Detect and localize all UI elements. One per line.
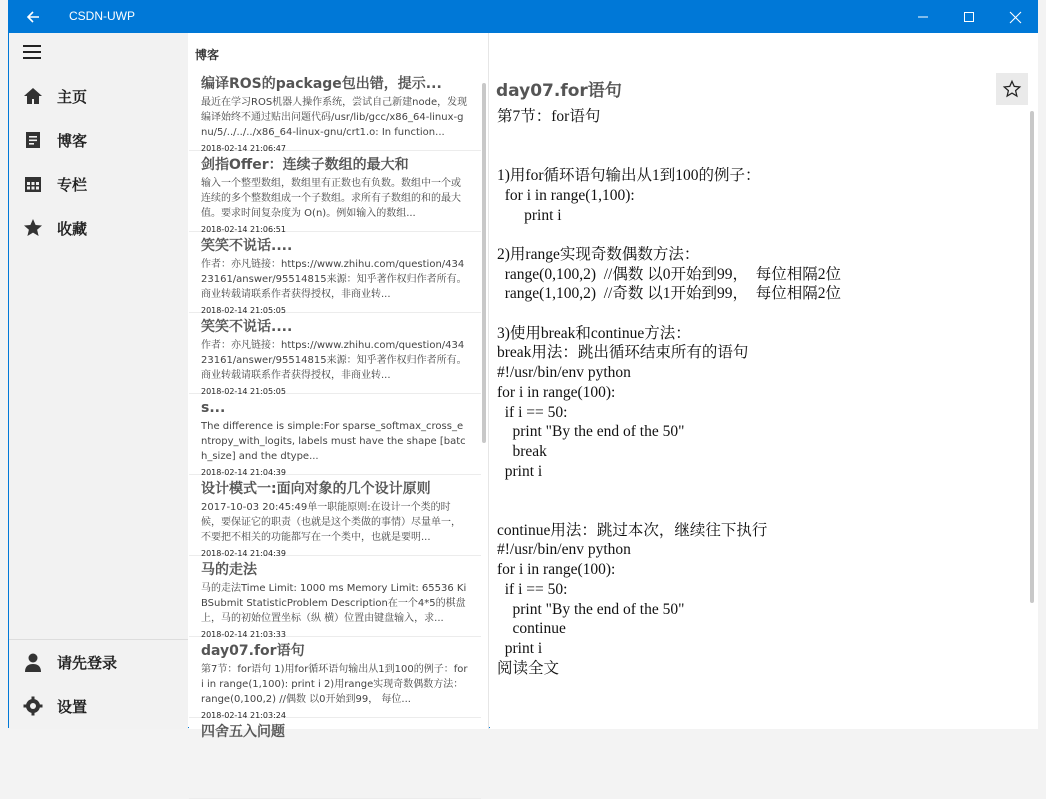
list-item-summary: 马的走法Time Limit: 1000 ms Memory Limit: 65536 KiBSubmit StatisticProblem Description在一个4*5的棋盘上，马的初始位置坐标（纵 横）位置由键盘输入，求... (201, 583, 467, 624)
content-scrollbar[interactable] (1030, 111, 1034, 603)
hamburger-menu-icon[interactable] (23, 45, 41, 61)
list-item-time: 2018-02-14 21:06:47 (201, 144, 286, 153)
list-item[interactable] (189, 557, 481, 637)
back-button[interactable] (9, 1, 57, 33)
article-title: day07.for语句 (496, 81, 622, 101)
list-item[interactable] (189, 71, 481, 151)
star-icon (9, 218, 57, 238)
sidebar-item-column[interactable] (9, 162, 188, 206)
list-item-summary: The difference is simple:For sparse_softmax_cross_entropy_with_logits, labels must have the shape [batch_size] and the dtype... (201, 421, 466, 462)
maximize-icon (964, 12, 974, 22)
minimize-icon (918, 12, 928, 22)
list-item-title: 四舍五入问题 (201, 724, 285, 740)
list-item-title: 剑指Offer：连续子数组的最大和 (201, 157, 409, 173)
list-item-summary: 第7节：for语句 1)用for循环语句输出从1到100的例子：for i in range(1,100): print i 2)用range实现奇数偶数方法： range(0,100,2) //偶数 以0开始到99， 每位... (201, 664, 468, 705)
sidebar-item-favorites[interactable] (9, 206, 188, 250)
list-item-time: 2018-02-14 21:04:39 (201, 549, 286, 558)
list-item[interactable] (189, 395, 481, 475)
login-button[interactable] (9, 640, 188, 684)
sidebar-item-label: 主页 (57, 87, 88, 106)
favorite-button[interactable] (996, 73, 1028, 105)
calendar-icon (9, 174, 57, 194)
blog-list-panel (189, 33, 489, 740)
list-item-summary: 2017-10-03 20:45:49单一职能原则:在设计一个类的时候，要保证它的职责（也就是这个类做的事情）尽量单一，不要把不相关的功能都写在一个类中，也就是要明... (201, 502, 461, 543)
sidebar-item-label: 专栏 (57, 175, 88, 194)
list-item[interactable] (189, 476, 481, 556)
maximize-button[interactable] (946, 1, 992, 33)
home-icon (9, 86, 57, 106)
list-item-summary: 作者：亦凡链接：https://www.zhihu.com/question/43423161/answer/95514815来源：知乎著作权归作者所有。商业转载请联系作者获得授权，非商业转... (201, 340, 467, 381)
minimize-button[interactable] (900, 1, 946, 33)
sidebar-item-blog[interactable] (9, 118, 188, 162)
star-outline-icon (1003, 80, 1021, 98)
settings-button[interactable] (9, 684, 188, 728)
sidebar-item-label: 收藏 (57, 219, 88, 238)
blog-icon (9, 130, 57, 150)
list-item-title: 笑笑不说话.... (201, 238, 293, 254)
close-button[interactable] (992, 1, 1038, 33)
sidebar-item-label: 博客 (57, 131, 88, 150)
list-item-time: 2018-02-14 21:03:33 (201, 630, 286, 639)
list-item[interactable] (189, 719, 481, 799)
list-header: 博客 (195, 48, 220, 62)
title-bar (9, 1, 1037, 33)
list-item-time: 2018-02-14 21:06:51 (201, 225, 286, 234)
list-item[interactable] (189, 638, 481, 718)
list-item-title: 笑笑不说话.... (201, 319, 293, 335)
article-body: 第7节：for语句 1)用for循环语句输出从1到100的例子： for i in range(1,100): print i 2)用range实现奇数偶数方法： range(0,100,2) //偶数 以0开始到99， 每位相隔2位 range(1,100,2) //奇数 以1开始到99， 每位相隔2位 3)使用break和continue方法： break用法：跳出循环结束所有的语句 #!/usr/bin/env python for i in range(100): if i == 50: print "By the end of the 50" break print i continue用法：跳过本次，继续往下执行 #!/usr/bin/env python for i in range(100): if i == 50: print "By the end of the 50" continue print i 阅读全文 (497, 108, 841, 677)
sidebar-item-label: 设置 (57, 697, 88, 716)
close-icon (1010, 12, 1021, 23)
list-item-title: day07.for语句 (201, 643, 305, 659)
list-item-summary: 最近在学习ROS机器人操作系统，尝试自己新建node，发现编译始终不通过贴出问题代码/usr/lib/gcc/x86_64-linux-gnu/5/../../../x86_64-linux-gnu/crt1.o: In function... (201, 97, 468, 138)
list-item-time: 2018-02-14 21:05:05 (201, 387, 286, 396)
list-item-title: 马的走法 (201, 562, 257, 578)
app-title: CSDN-UWP (69, 9, 135, 23)
sidebar (9, 33, 188, 729)
sidebar-item-home[interactable] (9, 74, 188, 118)
list-item-summary: 输入一个整型数组，数组里有正数也有负数。数组中一个或连续的多个整数组成一个子数组。求所有子数组的和的最大值。要求时间复杂度为 O(n)。例如输入的数组... (201, 178, 461, 219)
list-item-time: 2018-02-14 21:03:24 (201, 711, 286, 720)
list-scrollbar[interactable] (482, 83, 486, 443)
app-window (8, 0, 1038, 740)
back-arrow-icon (26, 10, 40, 24)
list-item-time: 2018-02-14 21:05:05 (201, 306, 286, 315)
list-item-title: 编译ROS的package包出错，提示... (201, 76, 442, 92)
list-item-title: 设计模式一:面向对象的几个设计原则 (201, 481, 431, 497)
list-item-time: 2018-02-14 21:04:39 (201, 468, 286, 477)
list-item[interactable] (189, 314, 481, 394)
sidebar-item-label: 请先登录 (57, 653, 118, 672)
article-panel (490, 33, 1038, 729)
list-item[interactable] (189, 152, 481, 232)
list-item-title: s... (201, 400, 226, 416)
list-item[interactable] (189, 233, 481, 313)
list-item-summary: 作者：亦凡链接：https://www.zhihu.com/question/43423161/answer/95514815来源：知乎著作权归作者所有。商业转载请联系作者获得授权，非商业转... (201, 259, 467, 300)
gear-icon (9, 696, 57, 716)
user-icon (9, 652, 57, 672)
